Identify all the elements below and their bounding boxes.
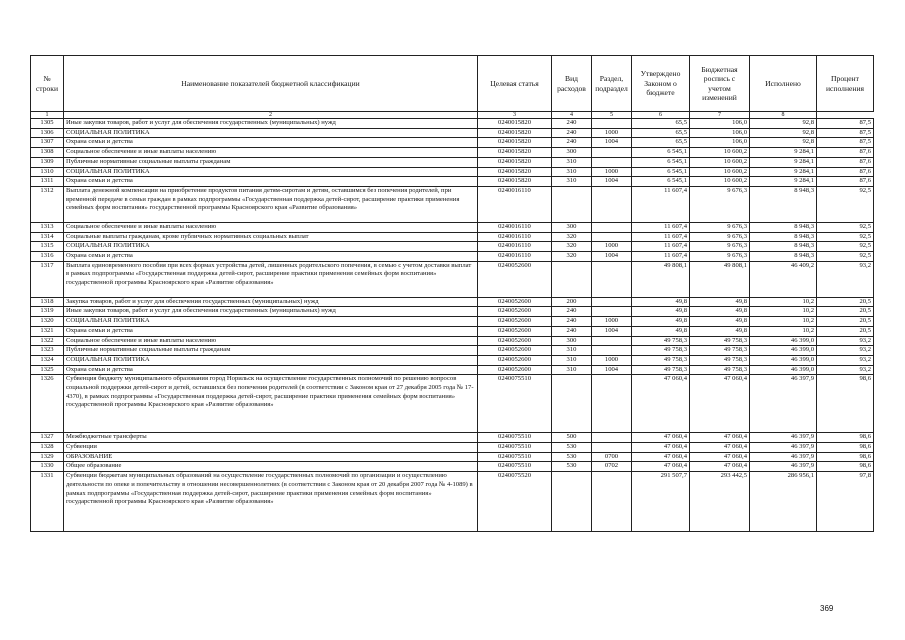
- execution-percent-cell: 92,5: [817, 252, 874, 262]
- section-cell: 1004: [592, 252, 632, 262]
- budget-schedule-cell: 49,8: [690, 307, 750, 317]
- expense-type-cell: 320: [552, 242, 592, 252]
- row-number-cell: 1325: [31, 365, 64, 375]
- executed-amount-cell: 46 399,0: [750, 336, 817, 346]
- execution-percent-cell: 98,6: [817, 433, 874, 443]
- table-row: [31, 355, 874, 365]
- row-number-cell: 1313: [31, 222, 64, 232]
- execution-percent-cell: 92,5: [817, 186, 874, 222]
- approved-amount-cell: 49 758,3: [632, 355, 690, 365]
- column-number: 5: [592, 112, 632, 119]
- column-number-empty: [817, 112, 874, 119]
- target-article-cell: 0240016110: [478, 186, 552, 222]
- execution-percent-cell: 98,6: [817, 462, 874, 472]
- executed-amount-cell: 10,2: [750, 307, 817, 317]
- executed-amount-cell: 9 284,1: [750, 177, 817, 187]
- header-row: [31, 56, 874, 112]
- section-cell: [592, 232, 632, 242]
- header-schedule: Бюджетная роспись с учетом изменений: [690, 56, 750, 112]
- executed-amount-cell: 46 397,9: [750, 462, 817, 472]
- approved-amount-cell: 47 060,4: [632, 452, 690, 462]
- approved-amount-cell: 11 607,4: [632, 232, 690, 242]
- section-cell: [592, 186, 632, 222]
- table-row: [31, 119, 874, 129]
- approved-amount-cell: 49,8: [632, 307, 690, 317]
- header-type: Вид расходов: [552, 56, 592, 112]
- indicator-name-cell: Выплата денежной компенсации на приобретение продуктов питания детям-сиротам и детям, оставшимся без попечения родителей, при временной передаче в семьи граждан в рамках подпрограммы «Государственная поддержка детей-сирот, расширение практики применения семейных форм воспитания» государственной программы Красноярского края «Развитие образования»: [64, 186, 478, 222]
- indicator-name-cell: Выплата единовременного пособия при всех формах устройства детей, лишенных родительского попечения, в семью с учетом доставки выплат в рамках подпрограммы «Государственная поддержка детей-сирот, расширение практики применения семейных форм воспитания» государственной программы Красноярского края «Развитие образования»: [64, 261, 478, 297]
- budget-table: [30, 55, 874, 532]
- budget-report-sheet: [30, 55, 873, 532]
- execution-percent-cell: 93,2: [817, 261, 874, 297]
- target-article-cell: 0240015820: [478, 128, 552, 138]
- column-number: 1: [31, 112, 64, 119]
- executed-amount-cell: 46 399,0: [750, 346, 817, 356]
- execution-percent-cell: 20,5: [817, 307, 874, 317]
- executed-amount-cell: 8 948,3: [750, 232, 817, 242]
- row-number-cell: 1322: [31, 336, 64, 346]
- budget-schedule-cell: 49,8: [690, 317, 750, 327]
- execution-percent-cell: 87,6: [817, 157, 874, 167]
- table-row: [31, 317, 874, 327]
- execution-percent-cell: 87,5: [817, 119, 874, 129]
- indicator-name-cell: Закупка товаров, работ и услуг для обеспечения государственных (муниципальных) нужд: [64, 297, 478, 307]
- section-cell: [592, 261, 632, 297]
- budget-schedule-cell: 10 600,2: [690, 167, 750, 177]
- table-row: [31, 443, 874, 453]
- budget-schedule-cell: 49,8: [690, 326, 750, 336]
- row-number-cell: 1328: [31, 443, 64, 453]
- section-cell: [592, 433, 632, 443]
- indicator-name-cell: Охрана семьи и детства: [64, 138, 478, 148]
- approved-amount-cell: 11 607,4: [632, 186, 690, 222]
- expense-type-cell: 530: [552, 452, 592, 462]
- target-article-cell: 0240075510: [478, 443, 552, 453]
- header-approved: Утверждено Законом о бюджете: [632, 56, 690, 112]
- approved-amount-cell: 49 758,3: [632, 346, 690, 356]
- budget-schedule-cell: 9 676,3: [690, 242, 750, 252]
- approved-amount-cell: 11 607,4: [632, 242, 690, 252]
- row-number-cell: 1320: [31, 317, 64, 327]
- budget-schedule-cell: 106,0: [690, 138, 750, 148]
- approved-amount-cell: 47 060,4: [632, 433, 690, 443]
- section-cell: 1000: [592, 242, 632, 252]
- target-article-cell: 0240016110: [478, 222, 552, 232]
- budget-schedule-cell: 9 676,3: [690, 232, 750, 242]
- target-article-cell: 0240075510: [478, 375, 552, 433]
- target-article-cell: 0240015820: [478, 138, 552, 148]
- execution-percent-cell: 20,5: [817, 317, 874, 327]
- expense-type-cell: 530: [552, 462, 592, 472]
- row-number-cell: 1324: [31, 355, 64, 365]
- target-article-cell: 0240052600: [478, 297, 552, 307]
- column-number: 6: [632, 112, 690, 119]
- table-row: [31, 375, 874, 433]
- section-cell: [592, 336, 632, 346]
- section-cell: 1000: [592, 167, 632, 177]
- section-cell: 1000: [592, 317, 632, 327]
- indicator-name-cell: СОЦИАЛЬНАЯ ПОЛИТИКА: [64, 242, 478, 252]
- target-article-cell: 0240015820: [478, 148, 552, 158]
- indicator-name-cell: Социальное обеспечение и иные выплаты населению: [64, 222, 478, 232]
- section-cell: 0700: [592, 452, 632, 462]
- expense-type-cell: 240: [552, 138, 592, 148]
- section-cell: [592, 119, 632, 129]
- approved-amount-cell: 6 545,1: [632, 177, 690, 187]
- table-row: [31, 157, 874, 167]
- expense-type-cell: 500: [552, 433, 592, 443]
- row-number-cell: 1317: [31, 261, 64, 297]
- execution-percent-cell: 92,5: [817, 242, 874, 252]
- row-number-cell: 1305: [31, 119, 64, 129]
- approved-amount-cell: 6 545,1: [632, 148, 690, 158]
- section-cell: [592, 157, 632, 167]
- table-row: [31, 232, 874, 242]
- row-number-cell: 1307: [31, 138, 64, 148]
- expense-type-cell: [552, 472, 592, 532]
- indicator-name-cell: ОБРАЗОВАНИЕ: [64, 452, 478, 462]
- header-percent: Процент исполнения: [817, 56, 874, 112]
- row-number-cell: 1321: [31, 326, 64, 336]
- execution-percent-cell: 98,6: [817, 452, 874, 462]
- executed-amount-cell: 92,8: [750, 138, 817, 148]
- row-number-cell: 1331: [31, 472, 64, 532]
- table-row: [31, 148, 874, 158]
- table-row: [31, 336, 874, 346]
- expense-type-cell: 310: [552, 365, 592, 375]
- expense-type-cell: 300: [552, 222, 592, 232]
- target-article-cell: 0240052600: [478, 336, 552, 346]
- section-cell: 1004: [592, 177, 632, 187]
- budget-schedule-cell: 49 758,3: [690, 355, 750, 365]
- expense-type-cell: 300: [552, 336, 592, 346]
- expense-type-cell: 310: [552, 355, 592, 365]
- executed-amount-cell: 46 399,0: [750, 355, 817, 365]
- target-article-cell: 0240016110: [478, 242, 552, 252]
- indicator-name-cell: Охрана семьи и детства: [64, 365, 478, 375]
- indicator-name-cell: Иные закупки товаров, работ и услуг для обеспечения государственных (муниципальных) нужд: [64, 307, 478, 317]
- header-row-no: № строки: [31, 56, 64, 112]
- target-article-cell: 0240052600: [478, 307, 552, 317]
- executed-amount-cell: 46 397,9: [750, 433, 817, 443]
- table-row: [31, 138, 874, 148]
- executed-amount-cell: 92,8: [750, 128, 817, 138]
- expense-type-cell: [552, 186, 592, 222]
- budget-schedule-cell: 106,0: [690, 119, 750, 129]
- row-number-cell: 1308: [31, 148, 64, 158]
- table-row: [31, 222, 874, 232]
- page-number: 369: [820, 604, 834, 613]
- approved-amount-cell: 291 507,7: [632, 472, 690, 532]
- expense-type-cell: 310: [552, 157, 592, 167]
- row-number-cell: 1323: [31, 346, 64, 356]
- execution-percent-cell: 97,8: [817, 472, 874, 532]
- header-target: Целевая статья: [478, 56, 552, 112]
- target-article-cell: 0240015820: [478, 119, 552, 129]
- indicator-name-cell: Субвенция бюджету муниципального образования город Норильск на осуществление государственных полномочий по решению вопросов социальной поддержки детей-сирот и детей, оставшихся без попечения родителей (в соответствии с Законом края от 27 декабря 2005 года № 17-4370), в рамках подпрограммы «Государственная поддержка детей-сирот, расширение практики применения семейных форм воспитания» государственной программы Красноярского края «Развитие образования»: [64, 375, 478, 433]
- target-article-cell: 0240016110: [478, 252, 552, 262]
- expense-type-cell: 240: [552, 119, 592, 129]
- target-article-cell: 0240075510: [478, 452, 552, 462]
- approved-amount-cell: 6 545,1: [632, 167, 690, 177]
- indicator-name-cell: Общее образование: [64, 462, 478, 472]
- column-number: 2: [64, 112, 478, 119]
- row-number-cell: 1326: [31, 375, 64, 433]
- target-article-cell: 0240015820: [478, 167, 552, 177]
- indicator-name-cell: Охрана семьи и детства: [64, 177, 478, 187]
- section-cell: [592, 375, 632, 433]
- row-number-cell: 1329: [31, 452, 64, 462]
- row-number-cell: 1311: [31, 177, 64, 187]
- column-number: 3: [478, 112, 552, 119]
- row-number-cell: 1310: [31, 167, 64, 177]
- executed-amount-cell: 8 948,3: [750, 222, 817, 232]
- table-row: [31, 177, 874, 187]
- approved-amount-cell: 65,5: [632, 119, 690, 129]
- row-number-cell: 1306: [31, 128, 64, 138]
- budget-schedule-cell: 106,0: [690, 128, 750, 138]
- execution-percent-cell: 93,2: [817, 336, 874, 346]
- budget-schedule-cell: 47 060,4: [690, 443, 750, 453]
- executed-amount-cell: 8 948,3: [750, 242, 817, 252]
- target-article-cell: 0240075510: [478, 462, 552, 472]
- target-article-cell: 0240052600: [478, 365, 552, 375]
- executed-amount-cell: 92,8: [750, 119, 817, 129]
- execution-percent-cell: 93,2: [817, 355, 874, 365]
- budget-schedule-cell: 10 600,2: [690, 157, 750, 167]
- section-cell: 1004: [592, 326, 632, 336]
- approved-amount-cell: 65,5: [632, 138, 690, 148]
- indicator-name-cell: Субвенции бюджетам муниципальных образований на осуществление государственных полномочий по организации и осуществлению деятельности по опеке и попечительству в отношении несовершеннолетних (в соответствии с Законом края от 20 декабря 2007 года № 4-1089) в рамках подпрограммы «Государственная поддержка детей-сирот, расширение практики применения семейных форм воспитания» государственной программы Красноярского края «Развитие образования»: [64, 472, 478, 532]
- approved-amount-cell: 47 060,4: [632, 375, 690, 433]
- indicator-name-cell: СОЦИАЛЬНАЯ ПОЛИТИКА: [64, 317, 478, 327]
- budget-schedule-cell: 49 758,3: [690, 336, 750, 346]
- executed-amount-cell: 286 956,1: [750, 472, 817, 532]
- execution-percent-cell: 92,5: [817, 222, 874, 232]
- table-body: [31, 119, 874, 532]
- approved-amount-cell: 11 607,4: [632, 252, 690, 262]
- execution-percent-cell: 87,5: [817, 138, 874, 148]
- table-row: [31, 365, 874, 375]
- executed-amount-cell: 9 284,1: [750, 167, 817, 177]
- budget-schedule-cell: 47 060,4: [690, 375, 750, 433]
- column-numbers-row: [31, 112, 874, 119]
- section-cell: [592, 472, 632, 532]
- table-row: [31, 326, 874, 336]
- target-article-cell: 0240052600: [478, 326, 552, 336]
- executed-amount-cell: 46 399,0: [750, 365, 817, 375]
- table-row: [31, 186, 874, 222]
- section-cell: [592, 222, 632, 232]
- table-row: [31, 433, 874, 443]
- executed-amount-cell: 46 397,9: [750, 443, 817, 453]
- section-cell: [592, 346, 632, 356]
- target-article-cell: 0240016110: [478, 232, 552, 242]
- budget-schedule-cell: 293 442,5: [690, 472, 750, 532]
- approved-amount-cell: 49 758,3: [632, 336, 690, 346]
- column-number: 4: [552, 112, 592, 119]
- execution-percent-cell: 98,6: [817, 375, 874, 433]
- table-row: [31, 128, 874, 138]
- budget-schedule-cell: 47 060,4: [690, 433, 750, 443]
- section-cell: 1004: [592, 138, 632, 148]
- indicator-name-cell: Межбюджетные трансферты: [64, 433, 478, 443]
- executed-amount-cell: 8 948,3: [750, 186, 817, 222]
- executed-amount-cell: 46 409,2: [750, 261, 817, 297]
- budget-schedule-cell: 9 676,3: [690, 222, 750, 232]
- approved-amount-cell: 11 607,4: [632, 222, 690, 232]
- execution-percent-cell: 20,5: [817, 326, 874, 336]
- header-executed: Исполнено: [750, 56, 817, 112]
- executed-amount-cell: 8 948,3: [750, 252, 817, 262]
- section-cell: 1000: [592, 355, 632, 365]
- execution-percent-cell: 98,6: [817, 443, 874, 453]
- executed-amount-cell: 9 284,1: [750, 157, 817, 167]
- approved-amount-cell: 49,8: [632, 317, 690, 327]
- target-article-cell: 0240052600: [478, 317, 552, 327]
- table-row: [31, 167, 874, 177]
- approved-amount-cell: 49 758,3: [632, 365, 690, 375]
- section-cell: 1000: [592, 128, 632, 138]
- budget-schedule-cell: 49 758,3: [690, 346, 750, 356]
- approved-amount-cell: 47 060,4: [632, 443, 690, 453]
- indicator-name-cell: Публичные нормативные социальные выплаты гражданам: [64, 157, 478, 167]
- execution-percent-cell: 87,6: [817, 167, 874, 177]
- indicator-name-cell: Социальное обеспечение и иные выплаты населению: [64, 148, 478, 158]
- approved-amount-cell: 49,8: [632, 326, 690, 336]
- execution-percent-cell: 93,2: [817, 346, 874, 356]
- row-number-cell: 1330: [31, 462, 64, 472]
- budget-schedule-cell: 10 600,2: [690, 148, 750, 158]
- target-article-cell: 0240052600: [478, 355, 552, 365]
- budget-schedule-cell: 49,8: [690, 297, 750, 307]
- table-row: [31, 462, 874, 472]
- expense-type-cell: 200: [552, 297, 592, 307]
- row-number-cell: 1309: [31, 157, 64, 167]
- executed-amount-cell: 10,2: [750, 326, 817, 336]
- budget-schedule-cell: 9 676,3: [690, 186, 750, 222]
- indicator-name-cell: СОЦИАЛЬНАЯ ПОЛИТИКА: [64, 128, 478, 138]
- expense-type-cell: 320: [552, 232, 592, 242]
- row-number-cell: 1327: [31, 433, 64, 443]
- table-row: [31, 242, 874, 252]
- indicator-name-cell: СОЦИАЛЬНАЯ ПОЛИТИКА: [64, 355, 478, 365]
- executed-amount-cell: 46 397,9: [750, 375, 817, 433]
- table-row: [31, 472, 874, 532]
- executed-amount-cell: 46 397,9: [750, 452, 817, 462]
- target-article-cell: 0240052600: [478, 261, 552, 297]
- expense-type-cell: 310: [552, 167, 592, 177]
- indicator-name-cell: Охрана семьи и детства: [64, 252, 478, 262]
- section-cell: [592, 297, 632, 307]
- executed-amount-cell: 10,2: [750, 297, 817, 307]
- section-cell: 0702: [592, 462, 632, 472]
- execution-percent-cell: 87,6: [817, 148, 874, 158]
- target-article-cell: 0240052600: [478, 346, 552, 356]
- row-number-cell: 1314: [31, 232, 64, 242]
- row-number-cell: 1319: [31, 307, 64, 317]
- expense-type-cell: [552, 375, 592, 433]
- table-row: [31, 346, 874, 356]
- column-number: 7: [690, 112, 750, 119]
- header-section: Раздел, подраздел: [592, 56, 632, 112]
- header-name: Наименование показателей бюджетной классификации: [64, 56, 478, 112]
- approved-amount-cell: 49 808,1: [632, 261, 690, 297]
- indicator-name-cell: Социальные выплаты гражданам, кроме публичных нормативных социальных выплат: [64, 232, 478, 242]
- approved-amount-cell: 65,5: [632, 128, 690, 138]
- target-article-cell: 0240015820: [478, 177, 552, 187]
- execution-percent-cell: 87,5: [817, 128, 874, 138]
- expense-type-cell: 300: [552, 148, 592, 158]
- table-row: [31, 261, 874, 297]
- budget-schedule-cell: 47 060,4: [690, 452, 750, 462]
- expense-type-cell: 530: [552, 443, 592, 453]
- indicator-name-cell: Охрана семьи и детства: [64, 326, 478, 336]
- target-article-cell: 0240075520: [478, 472, 552, 532]
- row-number-cell: 1315: [31, 242, 64, 252]
- expense-type-cell: 240: [552, 326, 592, 336]
- indicator-name-cell: Субвенции: [64, 443, 478, 453]
- target-article-cell: 0240015820: [478, 157, 552, 167]
- approved-amount-cell: 6 545,1: [632, 157, 690, 167]
- target-article-cell: 0240075510: [478, 433, 552, 443]
- table-row: [31, 452, 874, 462]
- indicator-name-cell: Публичные нормативные социальные выплаты гражданам: [64, 346, 478, 356]
- row-number-cell: 1312: [31, 186, 64, 222]
- execution-percent-cell: 87,6: [817, 177, 874, 187]
- budget-schedule-cell: 49 758,3: [690, 365, 750, 375]
- budget-schedule-cell: 9 676,3: [690, 252, 750, 262]
- budget-schedule-cell: 47 060,4: [690, 462, 750, 472]
- expense-type-cell: [552, 261, 592, 297]
- expense-type-cell: 320: [552, 252, 592, 262]
- expense-type-cell: 310: [552, 346, 592, 356]
- expense-type-cell: 310: [552, 177, 592, 187]
- execution-percent-cell: 92,5: [817, 232, 874, 242]
- expense-type-cell: 240: [552, 128, 592, 138]
- section-cell: 1004: [592, 365, 632, 375]
- approved-amount-cell: 47 060,4: [632, 462, 690, 472]
- table-row: [31, 252, 874, 262]
- indicator-name-cell: СОЦИАЛЬНАЯ ПОЛИТИКА: [64, 167, 478, 177]
- expense-type-cell: 240: [552, 317, 592, 327]
- executed-amount-cell: 9 284,1: [750, 148, 817, 158]
- row-number-cell: 1316: [31, 252, 64, 262]
- section-cell: [592, 443, 632, 453]
- budget-schedule-cell: 49 808,1: [690, 261, 750, 297]
- indicator-name-cell: Иные закупки товаров, работ и услуг для обеспечения государственных (муниципальных) нужд: [64, 119, 478, 129]
- row-number-cell: 1318: [31, 297, 64, 307]
- table-row: [31, 307, 874, 317]
- section-cell: [592, 148, 632, 158]
- approved-amount-cell: 49,8: [632, 297, 690, 307]
- execution-percent-cell: 20,5: [817, 297, 874, 307]
- budget-schedule-cell: 10 600,2: [690, 177, 750, 187]
- executed-amount-cell: 10,2: [750, 317, 817, 327]
- indicator-name-cell: Социальное обеспечение и иные выплаты населению: [64, 336, 478, 346]
- section-cell: [592, 307, 632, 317]
- table-row: [31, 297, 874, 307]
- expense-type-cell: 240: [552, 307, 592, 317]
- execution-percent-cell: 93,2: [817, 365, 874, 375]
- column-number: 8: [750, 112, 817, 119]
